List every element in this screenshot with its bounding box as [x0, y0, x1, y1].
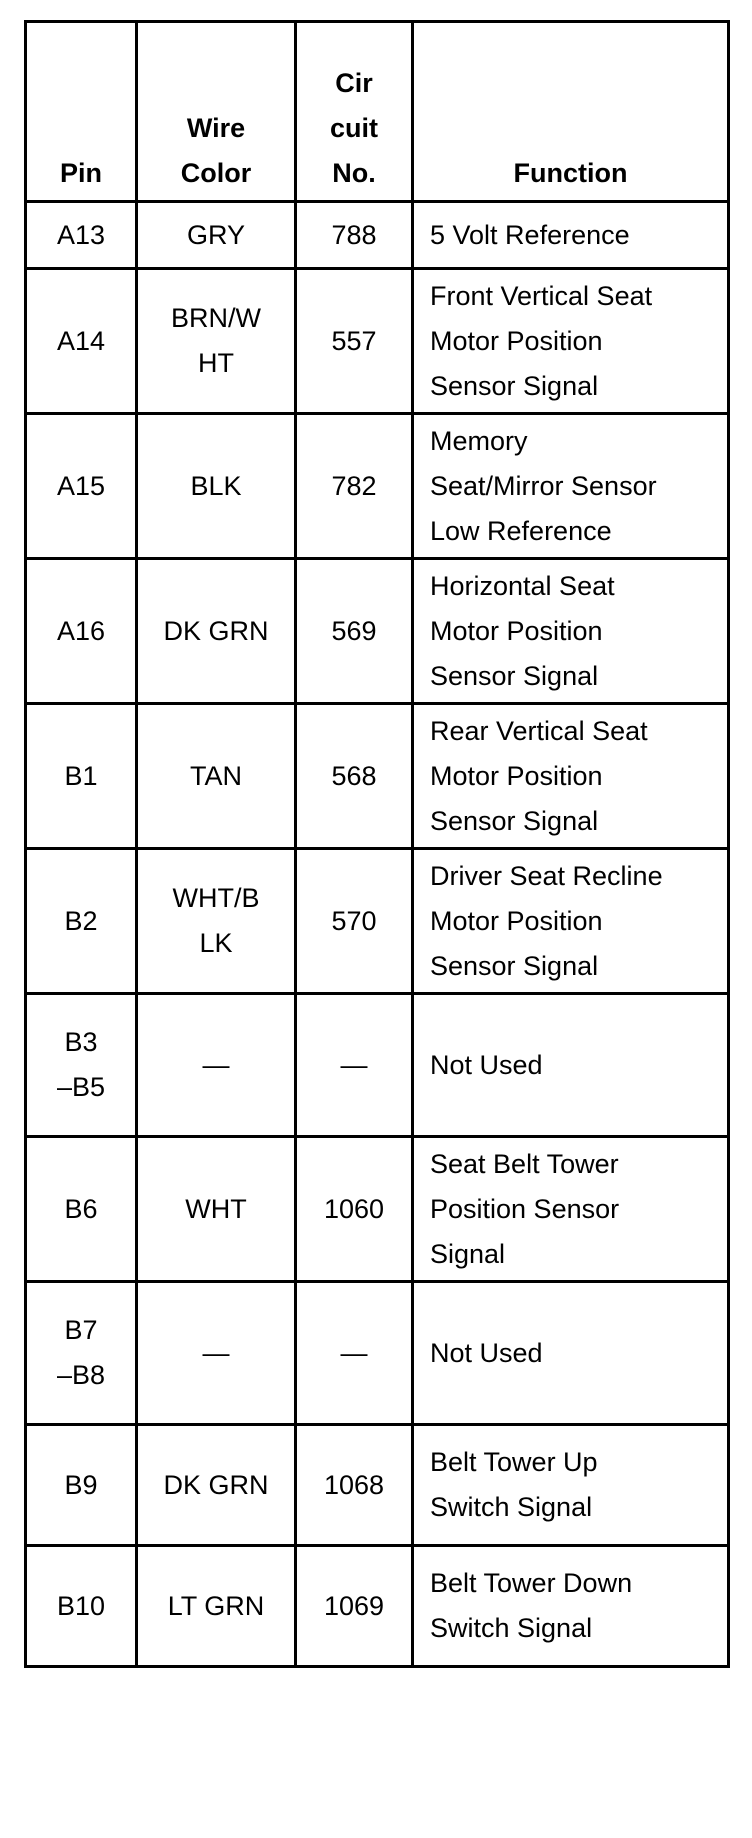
circuit-cell: —	[340, 1049, 368, 1080]
header-circuit-line-1: Cir	[335, 68, 373, 98]
circuit-cell: —	[340, 1337, 368, 1368]
wire-color-cell: DK GRN	[163, 1469, 269, 1500]
table-row	[26, 1282, 729, 1425]
table-row	[26, 1546, 729, 1667]
circuit-cell: 557	[331, 325, 377, 356]
wire-color-cell: WHT	[185, 1193, 247, 1224]
function-cell: Belt Tower Up Switch Signal	[430, 1447, 598, 1522]
table-row	[26, 269, 729, 414]
pin-cell: B3 –B5	[56, 1027, 106, 1102]
wire-color-cell: DK GRN	[163, 615, 269, 646]
header-pin	[26, 22, 137, 202]
circuit-cell: 788	[331, 219, 377, 250]
circuit-cell: 1068	[323, 1469, 385, 1500]
header-circuit-line-2: cuit	[329, 113, 378, 143]
circuit-cell: 1060	[323, 1193, 385, 1224]
header-circuit-no	[296, 22, 413, 202]
table-row	[26, 559, 729, 704]
circuit-cell: 1069	[323, 1590, 385, 1621]
pin-cell: B10	[56, 1590, 106, 1621]
wire-color-cell: BLK	[190, 470, 242, 501]
pin-cell: A15	[56, 470, 106, 501]
pin-cell: A16	[56, 615, 106, 646]
header-pin-label: Pin	[59, 158, 102, 188]
header-wire-color	[137, 22, 296, 202]
function-cell: 5 Volt Reference	[430, 219, 630, 250]
table-row	[26, 1137, 729, 1282]
function-cell: Seat Belt Tower Position Sensor Signal	[430, 1148, 620, 1269]
wire-color-cell: —	[202, 1049, 230, 1080]
pin-cell: B7 –B8	[56, 1315, 106, 1390]
function-cell: Memory Seat/Mirror Sensor Low Reference	[430, 425, 657, 546]
header-wire-color-line-1: Wire	[186, 113, 246, 143]
function-cell: Not Used	[430, 1337, 543, 1368]
header-function	[413, 22, 729, 202]
function-cell: Horizontal Seat Motor Position Sensor Signal	[430, 570, 615, 691]
table-row	[26, 849, 729, 994]
function-cell: Driver Seat Recline Motor Position Sensor Signal	[430, 860, 663, 981]
header-wire-color-line-2: Color	[180, 158, 252, 188]
pin-cell: B2	[64, 905, 98, 936]
wire-color-cell: GRY	[186, 219, 246, 250]
table-header-row	[26, 22, 729, 202]
pin-cell: A14	[56, 325, 106, 356]
pin-cell: B9	[64, 1469, 98, 1500]
wire-color-cell: LT GRN	[167, 1590, 265, 1621]
circuit-cell: 782	[331, 470, 377, 501]
table-row	[26, 202, 729, 269]
header-circuit-line-3: No.	[332, 158, 376, 188]
function-cell: Not Used	[430, 1049, 543, 1080]
circuit-cell: 570	[331, 905, 377, 936]
function-cell: Front Vertical Seat Motor Position Sensor Signal	[430, 280, 653, 401]
header-function-label: Function	[513, 158, 628, 188]
wire-color-cell: BRN/W HT	[171, 303, 261, 378]
table-row	[26, 704, 729, 849]
pin-cell: B1	[64, 760, 98, 791]
circuit-cell: 569	[331, 615, 377, 646]
table-row	[26, 1425, 729, 1546]
wire-color-cell: —	[202, 1337, 230, 1368]
wire-color-cell: WHT/B LK	[172, 883, 260, 958]
function-cell: Rear Vertical Seat Motor Position Sensor Signal	[430, 715, 648, 836]
pin-cell: A13	[56, 219, 106, 250]
pinout-table	[24, 20, 730, 1668]
pin-cell: B6	[64, 1193, 98, 1224]
circuit-cell: 568	[331, 760, 377, 791]
table-row	[26, 414, 729, 559]
wire-color-cell: TAN	[190, 760, 242, 791]
function-cell: Belt Tower Down Switch Signal	[430, 1568, 633, 1643]
table-row	[26, 994, 729, 1137]
